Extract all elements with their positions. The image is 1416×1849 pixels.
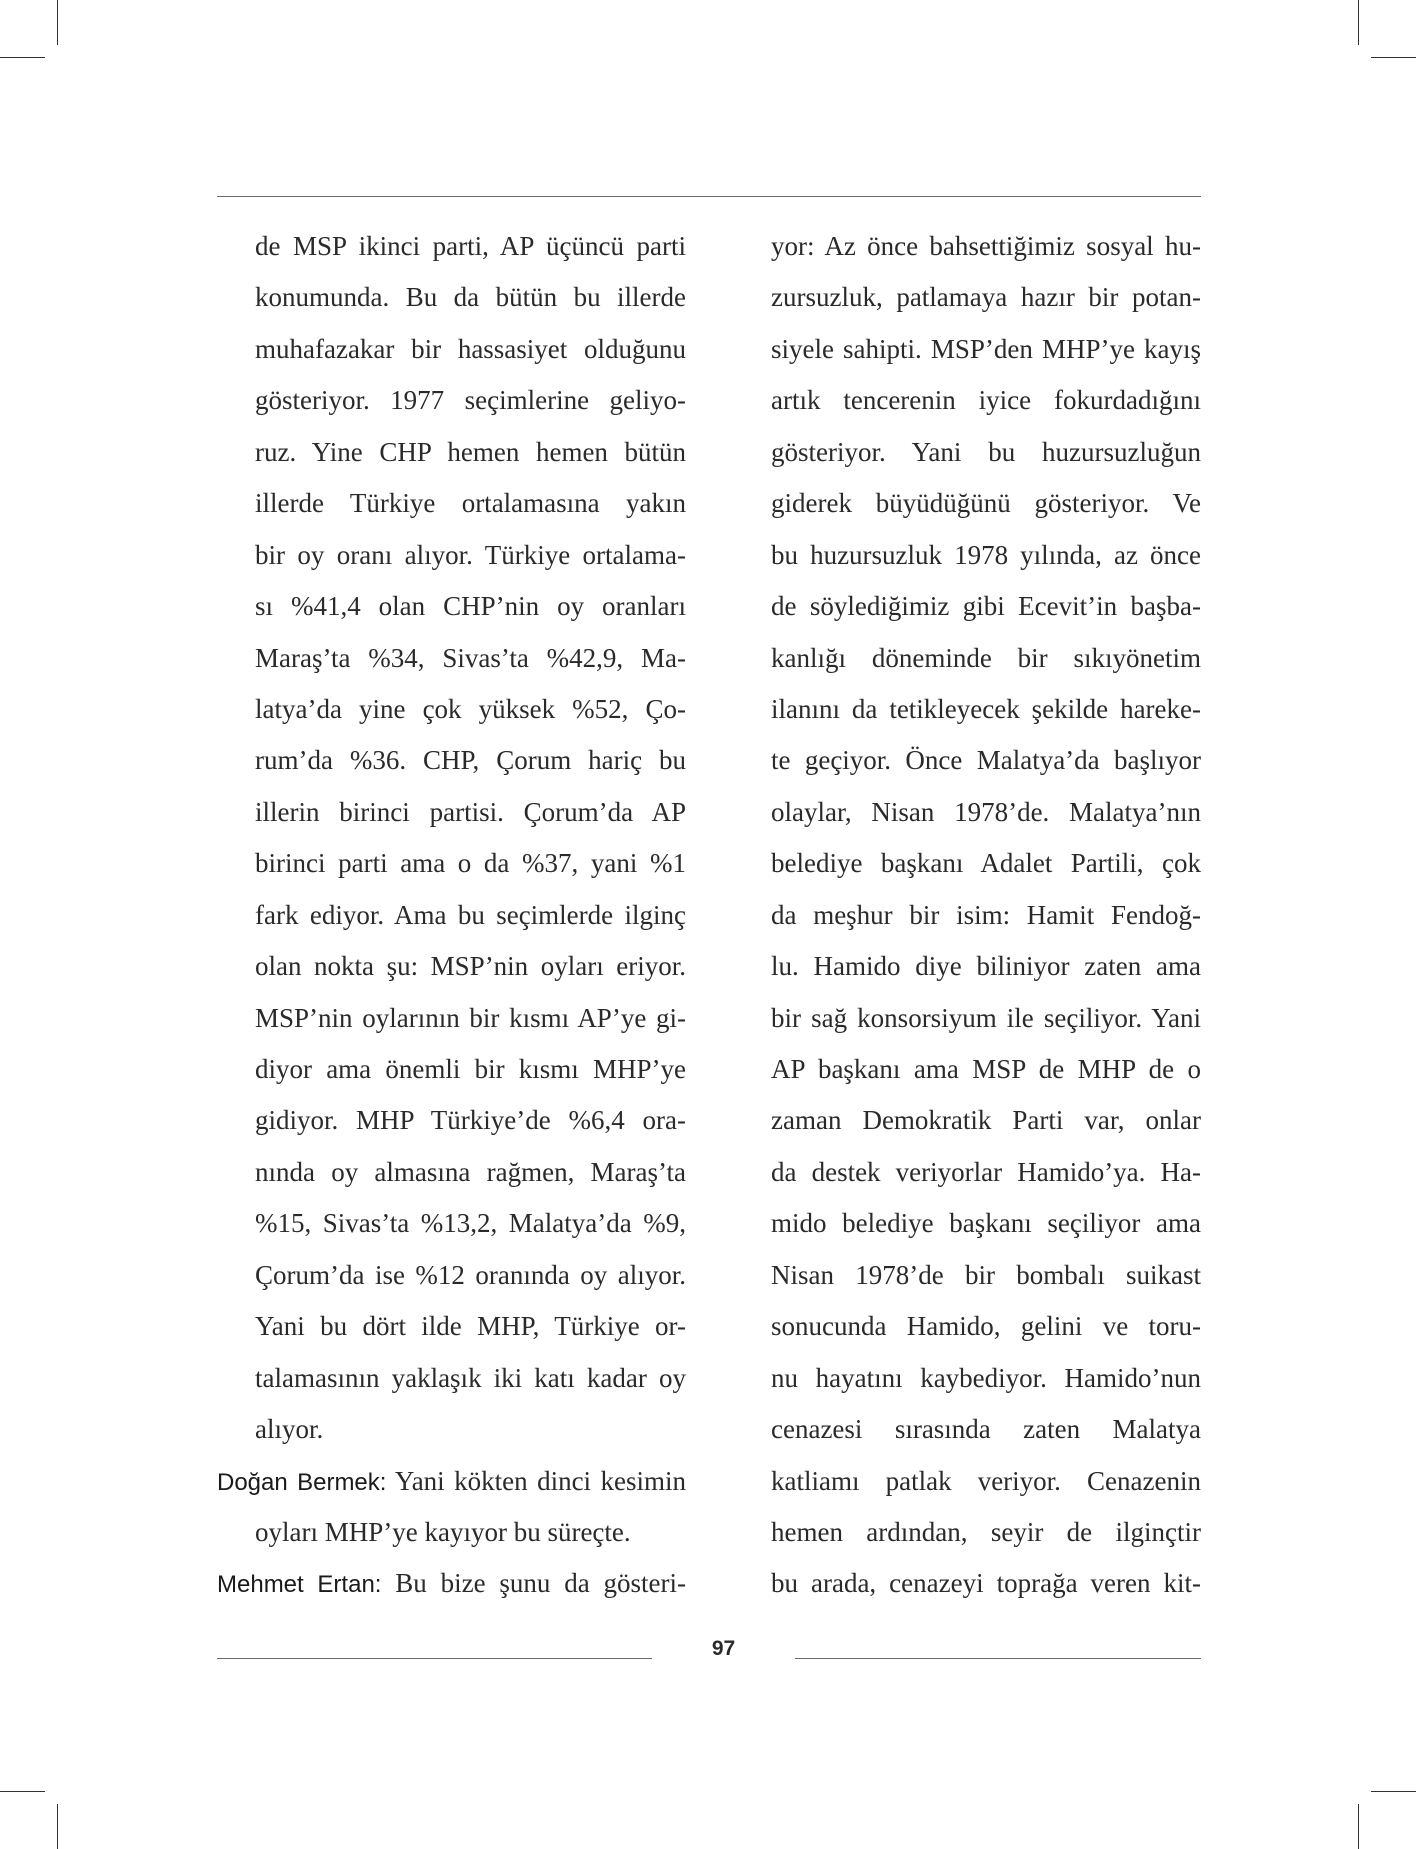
- text-line: gösteriyor. 1977 seçimlerine geliyo-: [255, 385, 686, 416]
- text-line: gidiyor. MHP Türkiye’de %6,4 ora-: [255, 1105, 686, 1136]
- text-line: illerde Türkiye ortalamasına yakın: [255, 488, 686, 519]
- text-line: olan nokta şu: MSP’nin oyları eriyor.: [255, 951, 686, 982]
- text-line: nında oy almasına rağmen, Maraş’ta: [255, 1156, 686, 1187]
- text-line: Nisan 1978’de bir bombalı suikast: [771, 1259, 1201, 1290]
- crop-mark: [1371, 1791, 1416, 1792]
- text-line: ruz. Yine CHP hemen hemen bütün: [255, 436, 686, 467]
- text-line: bu arada, cenazeyi toprağa veren kit-: [771, 1568, 1201, 1599]
- text-line: belediye başkanı Adalet Partili, çok: [771, 848, 1201, 879]
- text-line: oyları MHP’ye kayıyor bu süreçte.: [255, 1516, 631, 1547]
- speaker-name: Mehmet Ertan:: [217, 1571, 382, 1599]
- text-line: olaylar, Nisan 1978’de. Malatya’nın: [771, 796, 1201, 827]
- text-line: fark ediyor. Ama bu seçimlerde ilginç: [255, 899, 686, 930]
- text-line: lu. Hamido diye biliniyor zaten ama: [771, 951, 1201, 982]
- text-line: kanlığı döneminde bir sıkıyönetim: [771, 642, 1201, 673]
- footer-rule: [217, 1658, 652, 1659]
- speaker-text: Bu bize şunu da gösteri-: [395, 1568, 686, 1599]
- text-line: latya’da yine çok yüksek %52, Ço-: [255, 693, 686, 724]
- left-column: [217, 227, 686, 1616]
- text-line: yor: Az önce bahsettiğimiz sosyal hu-: [771, 231, 1201, 261]
- text-line: illerin birinci partisi. Çorum’da AP: [255, 796, 686, 827]
- crop-mark: [57, 1804, 58, 1849]
- text-line: giderek büyüdüğünü gösteriyor. Ve: [771, 488, 1201, 519]
- text-line: nu hayatını kaybediyor. Hamido’nun: [771, 1362, 1201, 1393]
- text-line: alıyor.: [255, 1414, 324, 1445]
- text-line: katliamı patlak veriyor. Cenazenin: [771, 1465, 1201, 1496]
- text-line: AP başkanı ama MSP de MHP de o: [771, 1054, 1201, 1084]
- crop-mark: [0, 57, 45, 58]
- text-line: bu huzursuzluk 1978 yılında, az önce: [771, 539, 1201, 570]
- text-line: Çorum’da ise %12 oranında oy alıyor.: [255, 1259, 686, 1290]
- text-line: de söylediğimiz gibi Ecevit’in başba-: [771, 591, 1201, 622]
- speaker-text: Yani kökten dinci kesimin: [394, 1465, 686, 1496]
- speaker-name: Doğan Bermek:: [217, 1468, 387, 1496]
- text-line: bir sağ konsorsiyum ile seçiliyor. Yani: [771, 1002, 1201, 1033]
- text-line: birinci parti ama o da %37, yani %1: [255, 848, 686, 879]
- text-line: rum’da %36. CHP, Çorum hariç bu: [255, 745, 686, 776]
- text-line: konumunda. Bu da bütün bu illerde: [255, 282, 686, 313]
- header-rule: [217, 196, 1201, 197]
- text-line: gösteriyor. Yani bu huzursuzluğun: [771, 436, 1201, 467]
- text-line: te geçiyor. Önce Malatya’da başlıyor: [771, 745, 1201, 776]
- text-line: muhafazakar bir hassasiyet olduğunu: [255, 333, 686, 364]
- speaker-line: [217, 1564, 686, 1615]
- text-line: de MSP ikinci parti, AP üçüncü parti: [255, 231, 686, 261]
- text-line: diyor ama önemli bir kısmı MHP’ye: [255, 1054, 686, 1084]
- crop-mark: [1371, 57, 1416, 58]
- text-line: sı %41,4 olan CHP’nin oy oranları: [255, 591, 686, 622]
- crop-mark: [1358, 0, 1359, 45]
- crop-mark: [0, 1791, 45, 1792]
- text-line: hemen ardından, seyir de ilginçtir: [771, 1516, 1201, 1547]
- text-line: MSP’nin oylarının bir kısmı AP’ye gi-: [255, 1002, 686, 1033]
- text-line: siyele sahipti. MSP’den MHP’ye kayış: [771, 333, 1201, 364]
- text-line: ilanını da tetikleyecek şekilde hareke-: [771, 693, 1201, 724]
- text-line: Maraş’ta %34, Sivas’ta %42,9, Ma-: [255, 642, 686, 673]
- text-line: cenazesi sırasında zaten Malatya: [771, 1414, 1201, 1445]
- crop-mark: [57, 0, 58, 45]
- speaker-line: [217, 1462, 686, 1513]
- text-line: da meşhur bir isim: Hamit Fendoğ-: [771, 899, 1201, 930]
- text-line: artık tencerenin iyice fokurdadığını: [771, 385, 1201, 416]
- footer-rule: [795, 1658, 1201, 1659]
- crop-mark: [1358, 1804, 1359, 1849]
- text-line: %15, Sivas’ta %13,2, Malatya’da %9,: [255, 1208, 686, 1239]
- text-line: da destek veriyorlar Hamido’ya. Ha-: [771, 1156, 1201, 1187]
- text-line: zaman Demokratik Parti var, onlar: [771, 1105, 1201, 1136]
- page-number: 97: [711, 1637, 736, 1660]
- text-line: Yani bu dört ilde MHP, Türkiye or-: [255, 1311, 686, 1342]
- text-line: bir oy oranı alıyor. Türkiye ortalama-: [255, 539, 686, 570]
- text-line: talamasının yaklaşık iki katı kadar oy: [255, 1362, 686, 1393]
- right-column: [771, 227, 1201, 1616]
- text-line: zursuzluk, patlamaya hazır bir potan-: [771, 282, 1201, 313]
- text-line: sonucunda Hamido, gelini ve toru-: [771, 1311, 1201, 1342]
- text-line: mido belediye başkanı seçiliyor ama: [771, 1208, 1201, 1239]
